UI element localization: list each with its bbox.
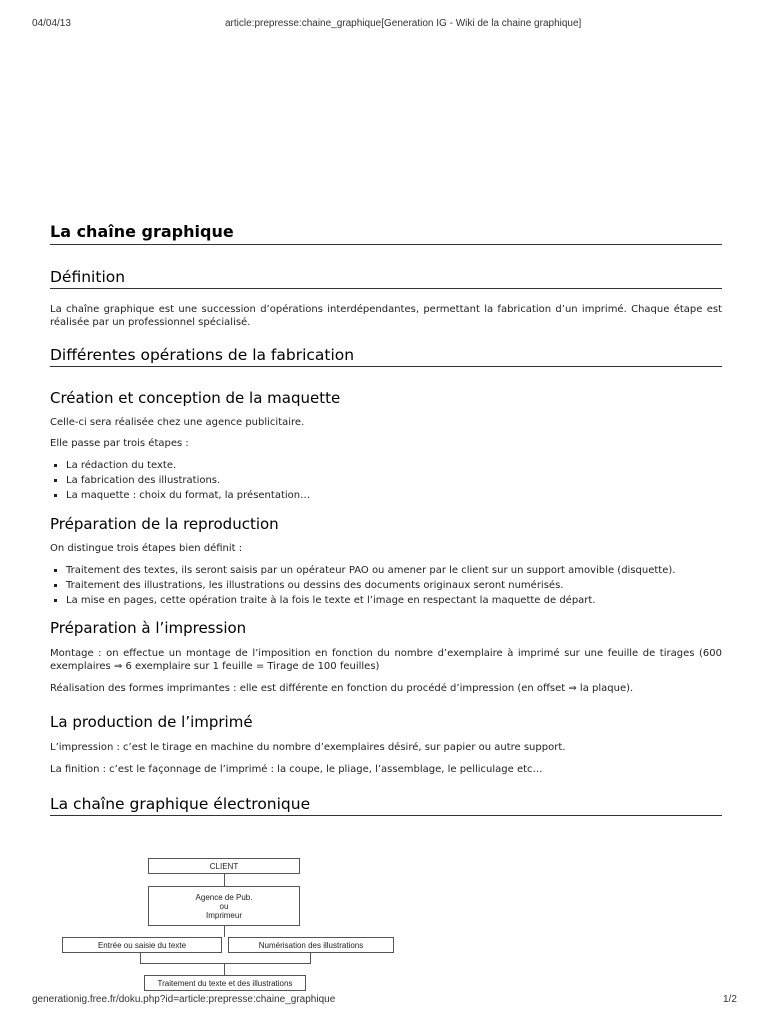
diagram-processing-box	[144, 975, 306, 991]
production-heading: La production de l’imprimé	[50, 713, 253, 731]
diagram-connector	[310, 953, 311, 963]
impression-paragraph-2: Réalisation des formes imprimantes : elle est différente en fonction du procédé d’impression (en offset ⇒ la plaque).	[50, 683, 634, 694]
reproduction-heading: Préparation de la reproduction	[50, 515, 279, 533]
diagram-connector	[140, 953, 141, 963]
workflow-diagram	[60, 852, 394, 992]
creation-heading: Création et conception de la maquette	[50, 389, 341, 407]
production-paragraph-2: La finition : c’est le façonnage de l’imprimé : la coupe, le pliage, l’assemblage, le pelliculage etc…	[50, 764, 543, 775]
diagram-digitization-box	[228, 937, 394, 953]
diagram-client-label: CLIENT	[209, 861, 239, 871]
print-page-number: 1/2	[723, 994, 737, 1005]
production-paragraph-1: L’impression : c’est le tirage en machine du nombre d’exemplaires désiré, sur papier ou autre support.	[50, 742, 566, 753]
diagram-agency-box	[148, 886, 300, 926]
creation-list	[50, 458, 722, 503]
diagram-text-entry-box	[62, 937, 222, 953]
list-item: ▪ Traitement des textes, ils seront saisis par un opérateur PAO ou amener par le client sur un support amovible (disquette).	[66, 563, 722, 578]
diagram-connector	[224, 963, 225, 975]
diagram-processing-label: Traitement du texte et des illustrations	[157, 978, 293, 988]
diagram-text-entry-label: Entrée ou saisie du texte	[97, 940, 187, 950]
reproduction-list	[50, 563, 722, 608]
list-item: ▪ La mise en pages, cette opération traite à la fois le texte et l’image en respectant la maquette de départ.	[66, 593, 722, 608]
list-item: ▪ La rédaction du texte.	[66, 458, 722, 473]
print-page-title: article:prepresse:chaine_graphique[Generation IG - Wiki de la chaine graphique]	[225, 18, 582, 29]
diagram-connector	[140, 963, 311, 964]
list-item: ▪ La fabrication des illustrations.	[66, 473, 722, 488]
diagram-client-box	[148, 858, 300, 874]
list-item: ▪ La maquette : choix du format, la présentation…	[66, 488, 722, 503]
list-item: ▪ Traitement des illustrations, les illustrations ou dessins des documents originaux seront numérisés.	[66, 578, 722, 593]
diagram-connector	[224, 874, 225, 886]
operations-heading: Différentes opérations de la fabrication	[50, 345, 722, 367]
impression-paragraph-1: Montage : on effectue un montage de l’imposition en fonction du nombre d’exemplaire à imprimé sur une feuille de tirages (600 exemplaires ⇒ 6 exemplaire sur 1 feuille = Tirage de 100 feuilles)	[50, 648, 722, 672]
definition-text: La chaîne graphique est une succession d’opérations interdépendantes, permettant la fabrication d’un imprimé. Chaque étape est réalisée par un professionnel spécialisé.	[50, 304, 722, 328]
diagram-connector	[224, 926, 225, 937]
creation-paragraph-1: Celle-ci sera réalisée chez une agence publicitaire.	[50, 417, 305, 428]
impression-heading: Préparation à l’impression	[50, 619, 247, 637]
print-date: 04/04/13	[32, 18, 71, 29]
article-title: La chaîne graphique	[50, 222, 722, 245]
diagram-agency-label-2: ou	[219, 901, 229, 911]
article-content	[50, 222, 722, 816]
reproduction-paragraph: On distingue trois étapes bien définit :	[50, 543, 243, 554]
definition-heading: Définition	[50, 267, 722, 289]
diagram-digitization-label: Numérisation des illustrations	[258, 940, 364, 950]
diagram-agency-label-1: Agence de Pub.	[195, 892, 253, 902]
creation-paragraph-2: Elle passe par trois étapes :	[50, 438, 189, 449]
diagram-agency-label-3: Imprimeur	[205, 910, 242, 920]
print-url: generationig.free.fr/doku.php?id=article:prepresse:chaine_graphique	[32, 994, 336, 1005]
electronic-heading: La chaîne graphique électronique	[50, 794, 722, 816]
